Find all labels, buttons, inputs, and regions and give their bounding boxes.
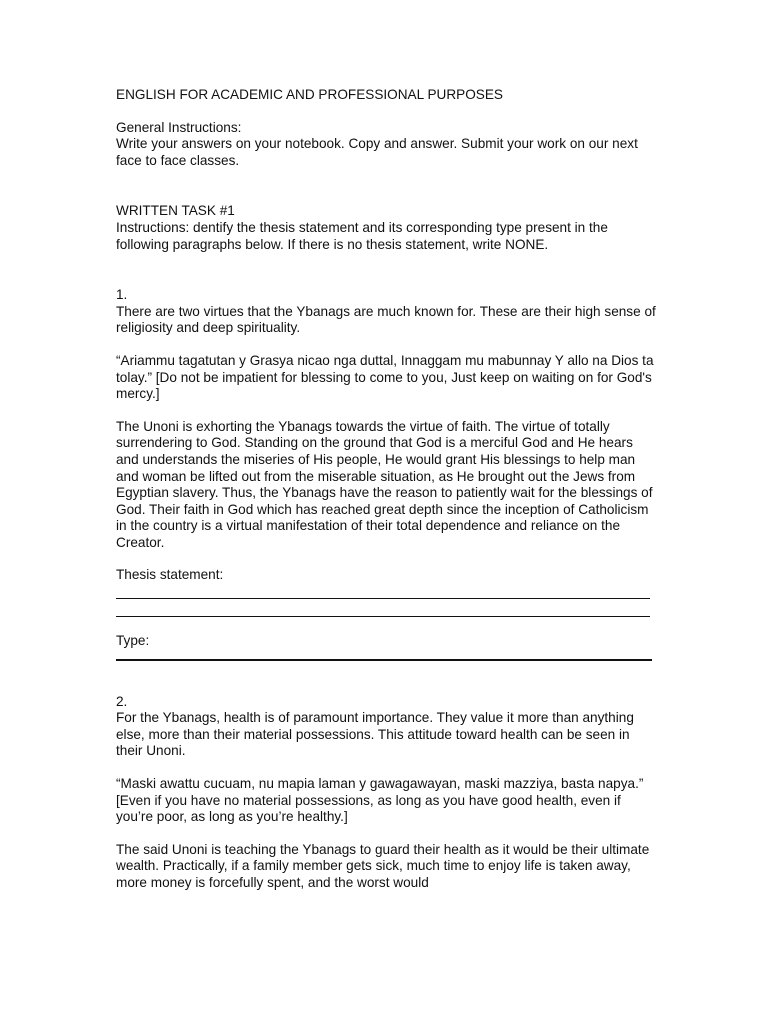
thesis-answer-line-1 <box>116 584 650 599</box>
general-instructions-heading: General Instructions: <box>116 119 242 135</box>
item-1-intro: There are two virtues that the Ybanags are much known for. These are their high sense of religiosity and deep spirituality. <box>116 303 656 336</box>
item-1-thesis-label: Thesis statement: <box>116 567 224 583</box>
item-2-intro: For the Ybanags, health is of paramount importance. They value it more than anything else, more than their material possessions. This attitude toward health can be seen in their Unoni. <box>116 710 634 759</box>
item-1-type-label: Type: <box>116 633 150 649</box>
section-spacer <box>116 661 656 694</box>
item-2-quote: “Maski awattu cucuam, nu mapia laman y gawagawayan, maski mazziya, basta napya.” [Even if you have no material possessions, as long as you have good health, even if you’re poor, as long as you’re healthy.] <box>116 776 644 825</box>
thesis-answer-line-2 <box>116 599 650 617</box>
item-2-body: The said Unoni is teaching the Ybanags to guard their health as it would be their ultimate wealth. Practically, if a family member gets sick, much time to enjoy life is taken away, more money is forcefully spent, and the worst would <box>116 841 650 890</box>
task-heading: WRITTEN TASK #1 <box>116 203 235 219</box>
item-1-number: 1. <box>116 287 128 303</box>
document-body <box>116 87 656 892</box>
document-title: ENGLISH FOR ACADEMIC AND PROFESSIONAL PURPOSES <box>116 87 504 102</box>
task-instructions: Instructions: dentify the thesis statement and its corresponding type present in the following paragraphs below. If there is no thesis statement, write NONE. <box>116 219 608 252</box>
item-2-number: 2. <box>116 693 128 709</box>
item-1-quote: “Ariammu tagatutan y Grasya nicao nga duttal, Innaggam mu mabunnay Y allo na Dios ta tolay.” [Do not be impatient for blessing to come to you, Just keep on waiting on for God's mercy.] <box>116 352 654 402</box>
item-1-body: The Unoni is exhorting the Ybanags towards the virtue of faith. The virtue of totally surrendering to God. Standing on the ground that God is a merciful God and He hears and understands the miseries of His people, He would grant His blessings to help man and woman be lifted out from the miserable situation, as He brought out the Jews from Egyptian slavery. Thus, the Ybanags have the reason to patiently wait for the blessings of God. Their faith in God which has reached great depth since the inception of Catholicism in the country is a virtual manifestation of their total dependence and reliance on the Creator. <box>116 418 653 550</box>
general-instructions-text: Write your answers on your notebook. Copy and answer. Submit your work on our next face to face classes. <box>116 136 638 168</box>
